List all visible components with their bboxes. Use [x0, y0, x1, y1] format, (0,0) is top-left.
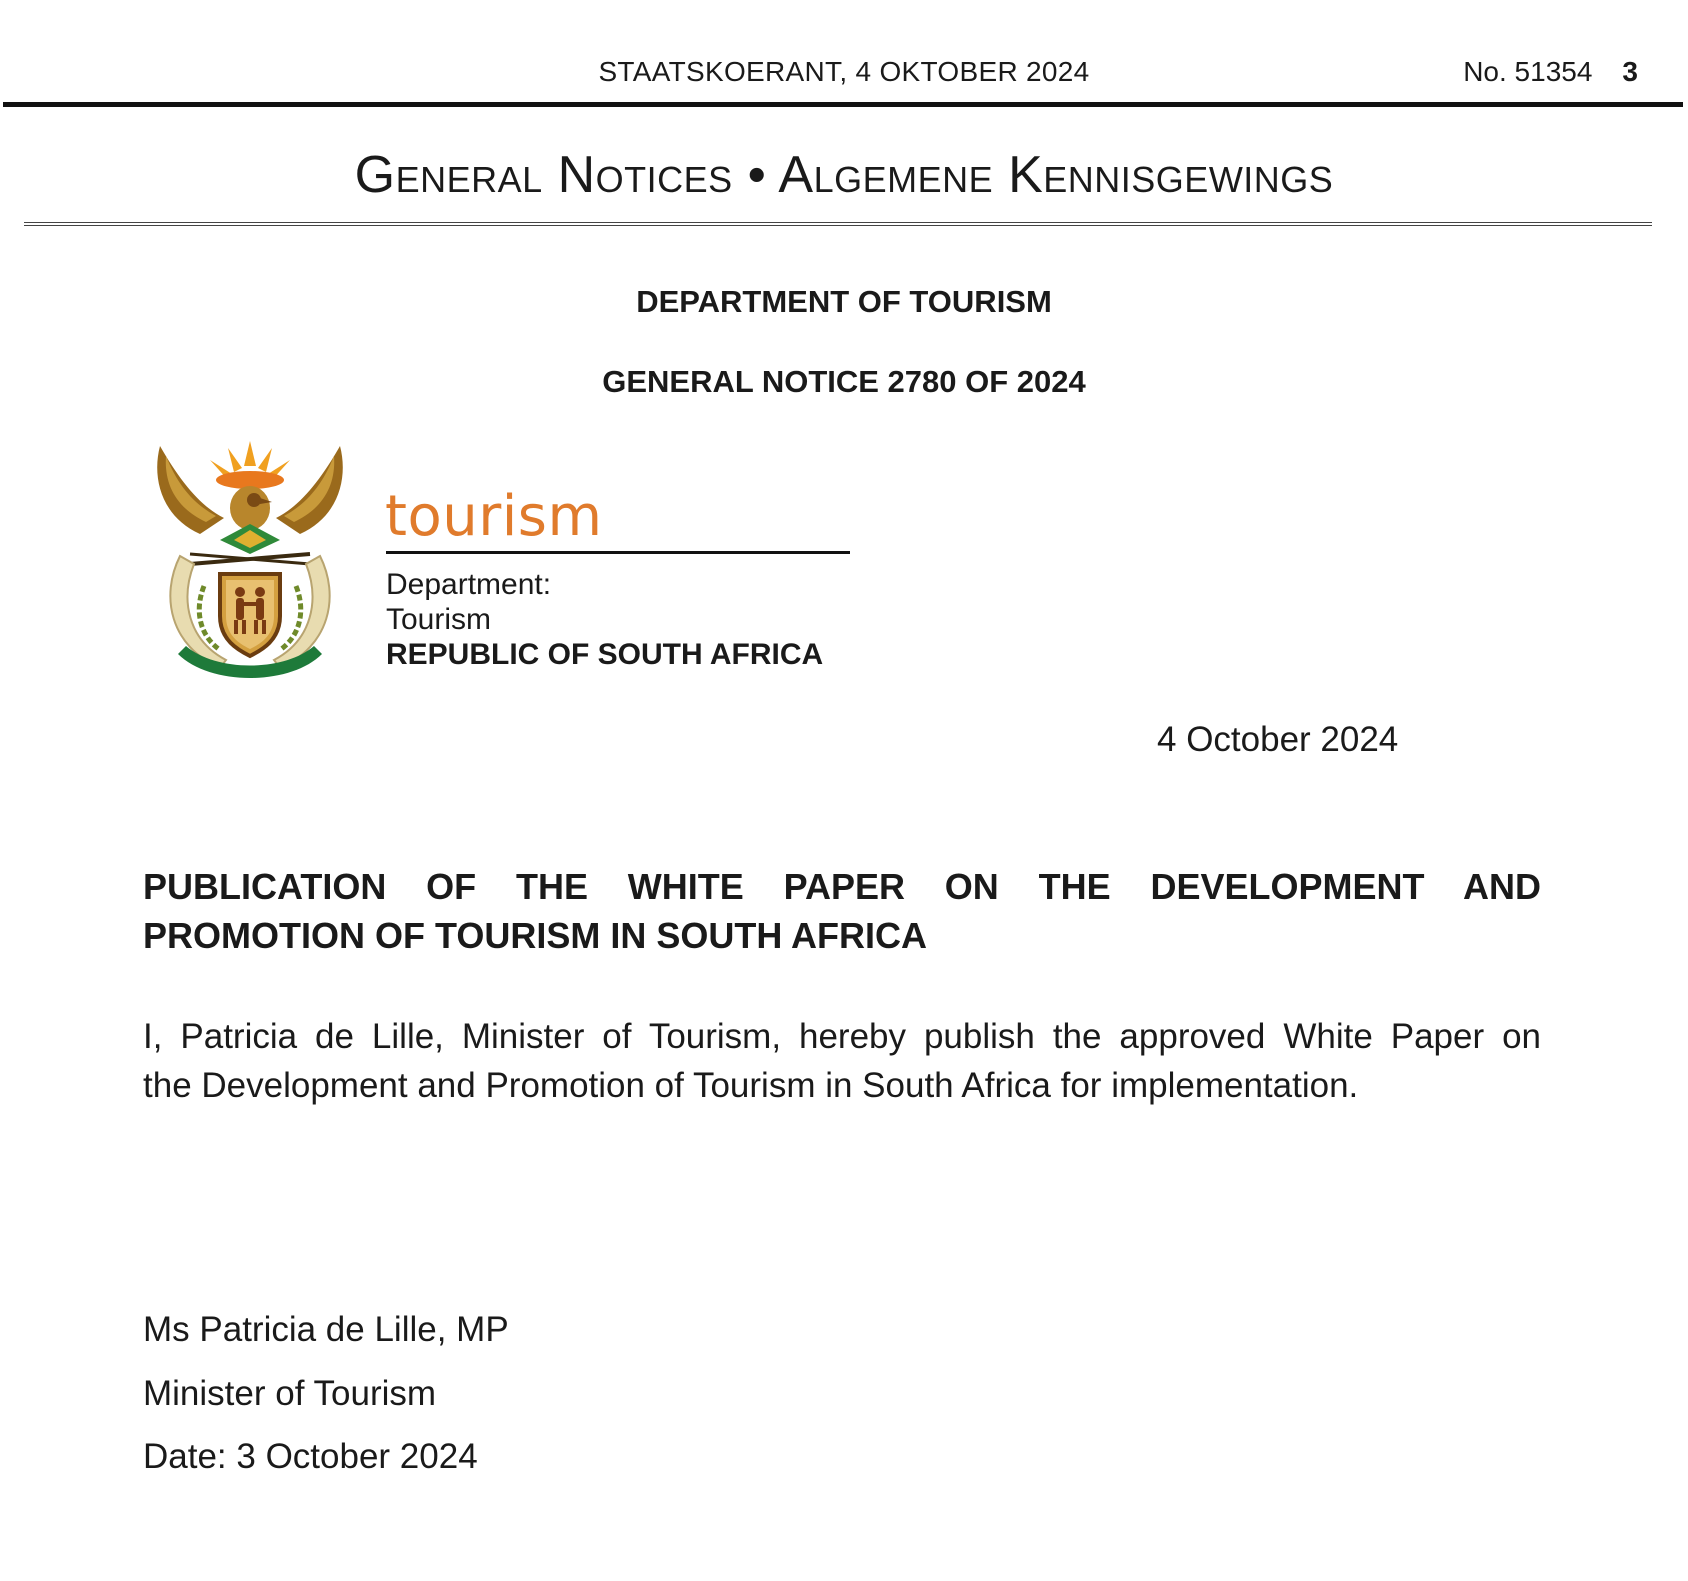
- notice-body-line-2: the Development and Promotion of Tourism in South Africa for implementation.: [143, 1066, 1359, 1105]
- signatory-title: Minister of Tourism: [143, 1374, 437, 1413]
- department-heading: DEPARTMENT OF TOURISM: [636, 284, 1052, 319]
- running-header-issue: [1463, 56, 1638, 88]
- logo-department-name: Tourism: [386, 603, 492, 636]
- logo-country: REPUBLIC OF SOUTH AFRICA: [386, 638, 824, 671]
- notice-title-line-2: PROMOTION OF TOURISM IN SOUTH AFRICA: [143, 915, 927, 956]
- issue-number: No. 51354: [1463, 56, 1593, 87]
- section-header: General Notices • Algemene Kennisgewings: [354, 146, 1334, 204]
- running-header-title: STAATSKOERANT, 4 OKTOBER 2024: [598, 56, 1090, 87]
- notice-title-line-1: PUBLICATION OF THE WHITE PAPER ON THE DEVELOPMENT AND: [143, 866, 1541, 907]
- notice-body: [143, 1012, 1541, 1110]
- notice-body-line-1: I, Patricia de Lille, Minister of Tourism, hereby publish the approved White Paper on: [143, 1017, 1541, 1056]
- signature-date: Date: 3 October 2024: [143, 1437, 478, 1476]
- notice-number: GENERAL NOTICE 2780 OF 2024: [602, 364, 1086, 399]
- notice-date: 4 October 2024: [1157, 720, 1399, 759]
- logo-rule: [386, 551, 850, 554]
- page-number: 3: [1622, 56, 1638, 87]
- notice-title: [143, 862, 1541, 960]
- section-rule: [24, 222, 1652, 226]
- coat-of-arms-icon: [150, 436, 350, 686]
- header-rule: [3, 102, 1683, 107]
- logo-department-label: Department:: [386, 568, 552, 601]
- signatory-name: Ms Patricia de Lille, MP: [143, 1310, 509, 1349]
- tourism-wordmark: tourism: [385, 484, 603, 549]
